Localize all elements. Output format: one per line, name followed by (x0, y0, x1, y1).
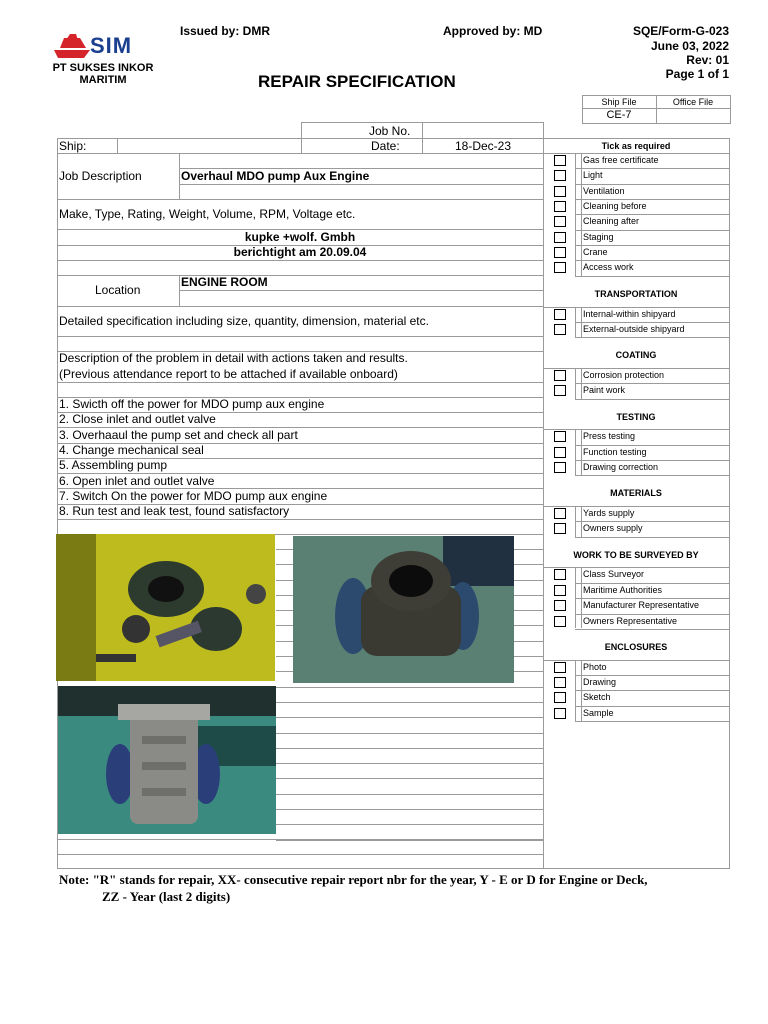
tick-checkbox[interactable] (554, 616, 566, 627)
ship-label: Ship: (59, 139, 87, 153)
procedure-step: 6. Open inlet and outlet valve (59, 473, 215, 488)
tick-item-label: Owners Representative (583, 616, 678, 626)
tick-header: Tick as required (601, 141, 671, 151)
job-description-label: Job Description (59, 169, 142, 183)
tick-item-label: Staging (583, 232, 614, 242)
tick-item-label: Drawing (583, 677, 617, 687)
form-date: June 03, 2022 (650, 39, 729, 53)
procedure-step: 4. Change mechanical seal (59, 442, 204, 457)
office-file-label: Office File (672, 97, 714, 107)
tick-item-label: Gas free certificate (583, 155, 659, 165)
tick-item-label: Sketch (583, 692, 611, 702)
tick-checkbox[interactable] (554, 662, 566, 673)
tick-item-label: Access work (583, 262, 634, 272)
tick-item-label: Function testing (583, 447, 647, 457)
tick-section-title: MATERIALS (610, 488, 662, 498)
tick-checkbox[interactable] (554, 385, 566, 396)
tick-item-label: Sample (583, 708, 614, 718)
ship-file-value: CE-7 (606, 109, 632, 121)
tick-item-label: Corrosion protection (583, 370, 665, 380)
tick-checkbox[interactable] (554, 186, 566, 197)
tick-item-label: Crane (583, 247, 608, 257)
tick-item-label: Owners supply (583, 523, 643, 533)
tick-section-title: COATING (615, 350, 657, 360)
tick-item-label: Paint work (583, 385, 626, 395)
photo-assembled-pump (58, 686, 276, 834)
location-value: ENGINE ROOM (181, 275, 268, 289)
date-value: 18-Dec-23 (455, 139, 512, 153)
pump-casing-image (293, 536, 514, 683)
company-name-line1: PT SUKSES INKOR (52, 62, 154, 74)
make-type-label: Make, Type, Rating, Weight, Volume, RPM, Voltage etc. (59, 207, 356, 221)
form-page: Page 1 of 1 (665, 67, 729, 81)
tick-checkbox[interactable] (554, 216, 566, 227)
detailed-spec-label: Detailed specification including size, quantity, dimension, material etc. (59, 314, 429, 328)
tick-checkbox[interactable] (554, 201, 566, 212)
procedure-step: 2. Close inlet and outlet valve (59, 412, 216, 427)
tick-checkbox[interactable] (554, 677, 566, 688)
form-rev: Rev: 01 (686, 53, 729, 67)
tick-checkbox[interactable] (554, 600, 566, 611)
tick-item-label: External-outside shipyard (583, 324, 685, 334)
tick-checkbox[interactable] (554, 155, 566, 166)
tick-item-label: Internal-within shipyard (583, 309, 676, 319)
tick-item-label: Yards supply (583, 508, 635, 518)
make-line1: kupke +wolf. Gmbh (244, 230, 356, 244)
description-line1: Description of the problem in detail with actions taken and results. (59, 351, 408, 365)
photo-disassembled-pump (56, 534, 275, 681)
tick-item-label: Drawing correction (583, 462, 659, 472)
note-line1: Note: "R" stands for repair, XX- consecutive repair report nbr for the year, Y - E or D for Engine or Deck, (59, 872, 648, 887)
tick-checkbox[interactable] (554, 309, 566, 320)
tick-checkbox[interactable] (554, 523, 566, 534)
make-line2: berichtight am 20.09.04 (233, 245, 367, 259)
tick-section-title: WORK TO BE SURVEYED BY (573, 550, 699, 560)
tick-item-label: Manufacturer Representative (583, 600, 700, 610)
tick-checkbox[interactable] (554, 262, 566, 273)
procedure-step: 7. Switch On the power for MDO pump aux engine (59, 488, 328, 503)
tick-checkbox[interactable] (554, 170, 566, 181)
procedure-step: 8. Run test and leak test, found satisfactory (59, 504, 290, 519)
job-description-value: Overhaul MDO pump Aux Engine (181, 169, 370, 183)
tick-checkbox[interactable] (554, 462, 566, 473)
tick-checkbox[interactable] (554, 370, 566, 381)
procedure-step: 1. Swicth off the power for MDO pump aux engine (59, 397, 325, 411)
approved-by: Approved by: MD (443, 24, 543, 38)
photo-pump-casing (293, 536, 514, 683)
tick-checkbox[interactable] (554, 569, 566, 580)
tick-section-title: ENCLOSURES (604, 642, 668, 652)
tick-checkbox[interactable] (554, 247, 566, 258)
tick-item-label: Class Surveyor (583, 569, 645, 579)
tick-item-label: Light (583, 170, 603, 180)
tick-checkbox[interactable] (554, 447, 566, 458)
tick-checkbox[interactable] (554, 508, 566, 519)
pump-parts-image (56, 534, 275, 681)
procedure-step: 5. Assembling pump (59, 458, 168, 473)
assembled-pump-image (58, 686, 276, 834)
tick-checkbox[interactable] (554, 585, 566, 596)
tick-item-label: Ventilation (583, 186, 625, 196)
logo-text: SIM (90, 33, 133, 58)
form-number: SQE/Form-G-023 (632, 24, 729, 38)
tick-item-label: Cleaning after (583, 216, 640, 226)
tick-item-label: Maritime Authorities (583, 585, 663, 595)
issued-by: Issued by: DMR (180, 24, 271, 38)
tick-checkbox[interactable] (554, 708, 566, 719)
procedure-step: 3. Overhaaul the pump set and check all part (59, 427, 298, 442)
page-title: REPAIR SPECIFICATION (258, 72, 456, 91)
tick-section-title: TESTING (616, 412, 656, 422)
tick-checkbox[interactable] (554, 431, 566, 442)
note-line2: ZZ - Year (last 2 digits) (102, 889, 231, 904)
tick-checkbox[interactable] (554, 692, 566, 703)
date-label: Date: (371, 139, 400, 153)
tick-section-title: TRANSPORTATION (594, 289, 678, 299)
description-line2: (Previous attendance report to be attached if available onboard) (59, 367, 398, 381)
tick-item-label: Photo (583, 662, 607, 672)
tick-item-label: Press testing (583, 431, 636, 441)
job-no-label: Job No. (369, 124, 411, 138)
tick-checkbox[interactable] (554, 324, 566, 335)
tick-item-label: Cleaning before (583, 201, 647, 211)
company-name-line2: MARITIM (79, 74, 127, 86)
tick-checkbox[interactable] (554, 232, 566, 243)
location-label: Location (95, 283, 141, 297)
ship-file-label: Ship File (601, 97, 637, 107)
